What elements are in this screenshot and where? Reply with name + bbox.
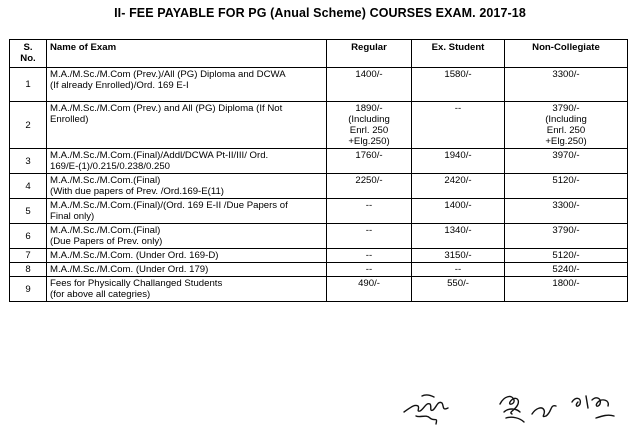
cell-regular-line: 2250/-	[355, 175, 383, 186]
cell-exam-name	[47, 249, 327, 263]
table-row	[10, 249, 628, 263]
cell-regular	[327, 199, 412, 224]
header-sno-line: S.	[23, 42, 33, 53]
cell-exam-name-line: Fees for Physically Challanged Students	[50, 278, 223, 289]
cell-ex-student-line: 1580/-	[444, 69, 472, 80]
signature-4	[572, 396, 614, 418]
cell-ex-student	[412, 149, 505, 174]
cell-ex-student-line: 3150/-	[444, 250, 472, 261]
cell-regular	[327, 249, 412, 263]
cell-ex-student-line: --	[454, 103, 462, 114]
cell-exam-name	[47, 263, 327, 277]
cell-exam-name-line: (for above all categries)	[50, 289, 151, 300]
cell-ex-student-line: 2420/-	[444, 175, 472, 186]
cell-regular-line: --	[365, 225, 373, 236]
cell-sno: 9	[10, 277, 47, 302]
cell-sno: 4	[10, 174, 47, 199]
table-row	[10, 68, 628, 102]
cell-exam-name	[47, 224, 327, 249]
cell-non-collegiate	[505, 277, 628, 302]
cell-regular-line: +Elg.250)	[348, 136, 390, 147]
cell-exam-name-line: 169/E-(1)/0.215/0.238/0.250	[50, 161, 171, 172]
cell-non-collegiate-line: 5240/-	[552, 264, 580, 275]
cell-sno: 5	[10, 199, 47, 224]
fee-table	[9, 39, 628, 302]
header-sno-line: No.	[20, 53, 36, 64]
header-sno	[10, 40, 47, 68]
cell-regular	[327, 68, 412, 102]
header-regular: Regular	[327, 40, 412, 68]
table-row	[10, 149, 628, 174]
cell-non-collegiate	[505, 199, 628, 224]
cell-non-collegiate-line: 3790/-	[552, 225, 580, 236]
cell-non-collegiate-line: 3790/-	[552, 103, 580, 114]
cell-sno: 6	[10, 224, 47, 249]
cell-regular-line: Enrl. 250	[349, 125, 389, 136]
cell-regular-line: --	[365, 250, 373, 261]
cell-non-collegiate	[505, 102, 628, 149]
cell-exam-name	[47, 149, 327, 174]
cell-ex-student	[412, 68, 505, 102]
cell-exam-name-line: (If already Enrolled)/Ord. 169 E-I	[50, 80, 189, 91]
cell-non-collegiate-line: Enrl. 250	[546, 125, 586, 136]
table-row	[10, 174, 628, 199]
cell-ex-student-line: 1400/-	[444, 200, 472, 211]
table-row	[10, 263, 628, 277]
cell-exam-name-line: M.A./M.Sc./M.Com (Prev.)/All (PG) Diploma and DCWA	[50, 69, 286, 80]
cell-non-collegiate	[505, 174, 628, 199]
header-ex-student: Ex. Student	[412, 40, 505, 68]
cell-ex-student	[412, 263, 505, 277]
cell-sno: 2	[10, 102, 47, 149]
cell-ex-student	[412, 277, 505, 302]
cell-non-collegiate	[505, 224, 628, 249]
cell-non-collegiate-line: 1800/-	[552, 278, 580, 289]
signature-1	[404, 395, 448, 424]
fee-table-body	[10, 68, 628, 302]
cell-sno: 3	[10, 149, 47, 174]
cell-non-collegiate-line: 3970/-	[552, 150, 580, 161]
cell-regular-line: 1890/-	[355, 103, 383, 114]
table-row	[10, 102, 628, 149]
cell-ex-student	[412, 224, 505, 249]
table-row	[10, 277, 628, 302]
cell-regular-line: 1400/-	[355, 69, 383, 80]
cell-non-collegiate-line: 5120/-	[552, 175, 580, 186]
cell-exam-name-line: (Due Papers of Prev. only)	[50, 236, 163, 247]
cell-sno: 1	[10, 68, 47, 102]
cell-non-collegiate-line: 5120/-	[552, 250, 580, 261]
signature-3	[532, 406, 556, 417]
cell-regular-line: --	[365, 200, 373, 211]
cell-exam-name-line: M.A./M.Sc./M.Com.(Final)/(Ord. 169 E-II /Due Papers of	[50, 200, 288, 211]
cell-regular-line: --	[365, 264, 373, 275]
cell-non-collegiate	[505, 68, 628, 102]
cell-exam-name-line: M.A./M.Sc./M.Com. (Under Ord. 179)	[50, 264, 209, 275]
cell-ex-student	[412, 249, 505, 263]
cell-exam-name-line: M.A./M.Sc./M.Com.(Final)	[50, 175, 161, 186]
cell-ex-student	[412, 174, 505, 199]
header-row	[10, 40, 628, 68]
cell-exam-name-line: Enrolled)	[50, 114, 89, 125]
cell-ex-student-line: 1940/-	[444, 150, 472, 161]
cell-exam-name-line: M.A./M.Sc./M.Com (Prev.) and All (PG) Diploma (If Not	[50, 103, 283, 114]
cell-non-collegiate-line: 3300/-	[552, 69, 580, 80]
cell-non-collegiate-line: 3300/-	[552, 200, 580, 211]
cell-exam-name-line: M.A./M.Sc./M.Com.(Final)	[50, 225, 161, 236]
cell-regular-line: (Including	[348, 114, 390, 125]
cell-non-collegiate	[505, 149, 628, 174]
table-row	[10, 199, 628, 224]
page-title: II- FEE PAYABLE FOR PG (Anual Scheme) COURSES EXAM. 2017-18	[114, 6, 526, 20]
cell-sno: 8	[10, 263, 47, 277]
cell-regular	[327, 263, 412, 277]
cell-regular	[327, 277, 412, 302]
cell-ex-student-line: 1340/-	[444, 225, 472, 236]
cell-exam-name	[47, 277, 327, 302]
cell-regular	[327, 102, 412, 149]
cell-exam-name-line: M.A./M.Sc./M.Com.(Final)/Addl/DCWA Pt-II/III/ Ord.	[50, 150, 269, 161]
signature-2	[500, 397, 524, 422]
cell-ex-student	[412, 199, 505, 224]
table-row	[10, 224, 628, 249]
cell-ex-student-line: --	[454, 264, 462, 275]
header-non-collegiate: Non-Collegiate	[505, 40, 628, 68]
cell-non-collegiate-line: (Including	[545, 114, 587, 125]
cell-ex-student-line: 550/-	[447, 278, 469, 289]
signatures	[396, 378, 636, 426]
header-name: Name of Exam	[47, 40, 327, 68]
cell-exam-name-line: Final only)	[50, 211, 95, 222]
cell-exam-name	[47, 102, 327, 149]
cell-regular	[327, 174, 412, 199]
cell-non-collegiate-line: +Elg.250)	[545, 136, 587, 147]
cell-non-collegiate	[505, 249, 628, 263]
cell-exam-name-line: (With due papers of Prev. /Ord.169-E(11)	[50, 186, 225, 197]
cell-exam-name	[47, 68, 327, 102]
cell-sno: 7	[10, 249, 47, 263]
cell-exam-name	[47, 174, 327, 199]
cell-exam-name-line: M.A./M.Sc./M.Com. (Under Ord. 169-D)	[50, 250, 219, 261]
cell-regular-line: 490/-	[358, 278, 380, 289]
cell-regular	[327, 149, 412, 174]
cell-exam-name	[47, 199, 327, 224]
cell-ex-student	[412, 102, 505, 149]
cell-regular-line: 1760/-	[355, 150, 383, 161]
cell-regular	[327, 224, 412, 249]
cell-non-collegiate	[505, 263, 628, 277]
